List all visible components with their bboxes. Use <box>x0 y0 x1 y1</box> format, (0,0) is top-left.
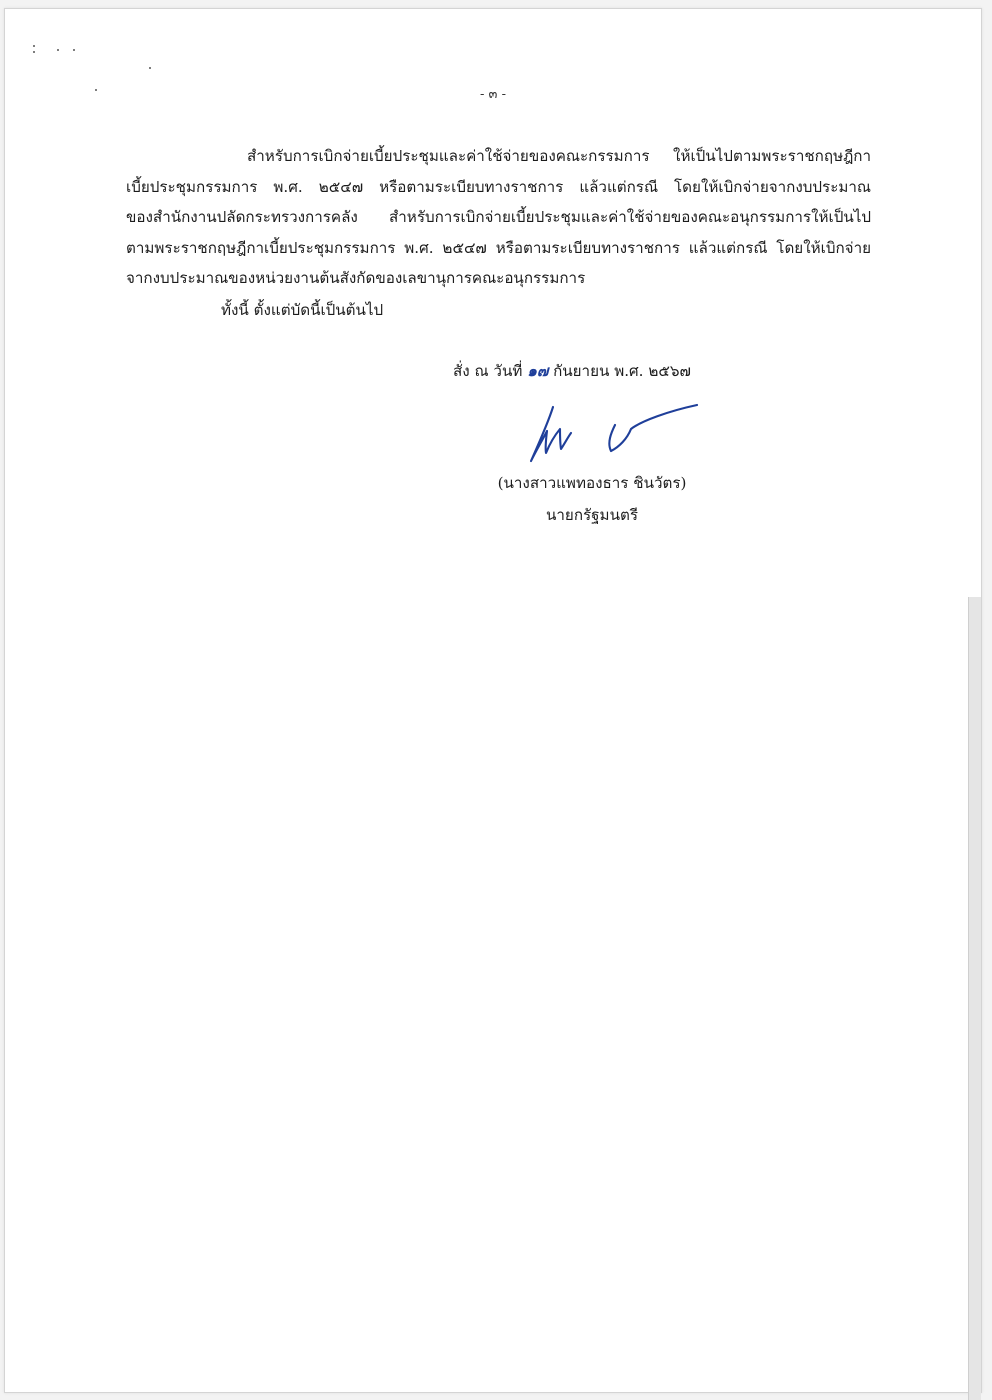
scan-speck <box>57 49 59 51</box>
signer-name: (นางสาวแพทองธาร ชินวัตร) <box>497 474 687 492</box>
order-date-prefix: สั่ง ณ วันที่ <box>453 362 523 380</box>
scan-edge-shadow <box>968 597 981 1400</box>
handwritten-signature <box>519 399 703 471</box>
signer-title: นายกรัฐมนตรี <box>546 506 638 524</box>
order-date <box>453 359 691 383</box>
order-paragraph <box>126 141 871 294</box>
paragraph-line: จากงบประมาณของหน่วยงานต้นสังกัดของเลขานุการคณะอนุกรรมการ <box>126 269 586 287</box>
scan-speck <box>149 67 151 69</box>
paragraph-line: ตามพระราชกฤษฎีกาเบี้ยประชุมกรรมการ พ.ศ. ๒๕๔๗ หรือตามระเบียบทางราชการ แล้วแต่กรณี โดยให้เบิกจ่าย <box>126 238 871 257</box>
scan-speck <box>73 49 75 51</box>
paragraph-line: สำหรับการเบิกจ่ายเบี้ยประชุมและค่าใช้จ่ายของคณะกรรมการ ให้เป็นไปตามพระราชกฤษฎีกา <box>247 147 871 165</box>
document-page <box>4 8 982 1393</box>
scan-speck <box>33 51 35 53</box>
scan-speck <box>33 45 35 47</box>
order-date-month-year: กันยายน พ.ศ. ๒๕๖๗ <box>553 362 691 380</box>
effective-clause: ทั้งนี้ ตั้งแต่บัดนี้เป็นต้นไป <box>221 301 384 319</box>
paragraph-line: ของสำนักงานปลัดกระทรวงการคลัง สำหรับการเบิกจ่ายเบี้ยประชุมและค่าใช้จ่ายของคณะอนุกรรมการให้เป็นไป <box>126 208 871 226</box>
page-number: - ๓ - <box>480 87 506 102</box>
paragraph-line: เบี้ยประชุมกรรมการ พ.ศ. ๒๕๔๗ หรือตามระเบียบทางราชการ แล้วแต่กรณี โดยให้เบิกจ่ายจากงบประมาณ <box>126 177 871 196</box>
order-date-day: ๑๗ <box>527 362 549 380</box>
